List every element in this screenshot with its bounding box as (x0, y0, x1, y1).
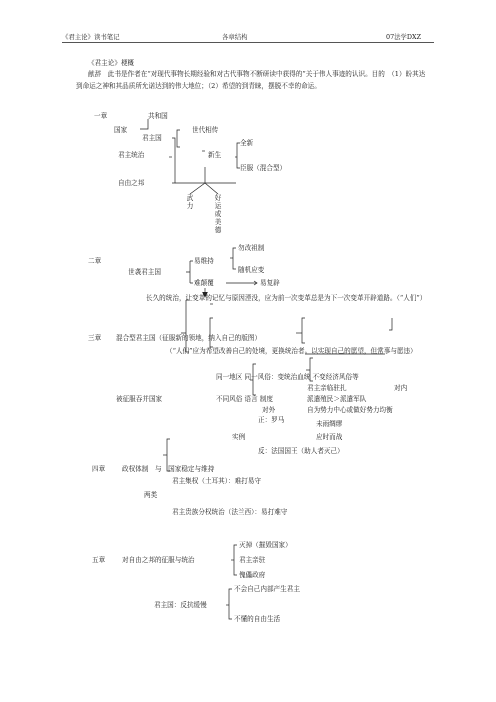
ch3-forethought: 未雨绸缪 (316, 420, 343, 428)
ch1-monarchy: 君主国 (142, 134, 162, 142)
ch1-republic: 共和国 (148, 112, 168, 120)
ch2-label: 二章 (88, 257, 102, 265)
ch3-label: 三章 (88, 334, 102, 342)
ch3-internal: 对内 (394, 384, 408, 392)
ch4-two-types: 两类 (144, 491, 158, 499)
ch1-label: 一章 (94, 112, 108, 120)
ch5-reside: 君主亲驻 (239, 556, 266, 564)
ch3-colonies: 派遣殖民＞派遣军队 (307, 395, 367, 403)
ch2-adapt: 随机应变 (238, 266, 265, 274)
ch2-note: 长久的统治，让变革的记忆与原因湮没，应为前一次变革总是为下一次变革开辟道路。（“人们”） (146, 294, 427, 302)
ch3-external: 对外 (262, 406, 276, 414)
summary-title: 《君主论》梗概 (88, 59, 135, 67)
ch3-monarch-reside: 君主亲临驻扎 (307, 384, 347, 392)
header-right: 07法学DXZ (386, 33, 422, 41)
ch3-same-region: 同一地区 同一风俗：变统治血统 不变经济风俗等 (216, 373, 359, 381)
ch5-label: 五章 (92, 556, 106, 564)
ch1-fortune-virtue: 好运或美德 (214, 194, 222, 234)
ch1-all-new: 全新 (240, 139, 254, 147)
ch4-label: 四章 (92, 465, 106, 473)
ch1-new-born: 新生 (208, 151, 222, 159)
ch3-different-customs: 不同风俗 语言 制度 (216, 395, 273, 403)
ch3-examples: 实例 (232, 433, 246, 441)
ch2-hereditary-monarchy: 世袭君主国 (128, 268, 161, 276)
ch3-title: 混合型君主国（征服新的领地，纳入自己的版图） (116, 334, 262, 342)
ch5-destroy: 灭掉（摧毁国家） (239, 541, 292, 549)
ch5-unaware-freedom: 不懂的自由生活 (234, 615, 281, 623)
ch4-title: 政权体制 与 国家稳定与维持 (122, 465, 215, 473)
ch2-no-change: 勿改祖制 (238, 244, 265, 252)
ch5-title: 对自由之邦的征服与统治 (122, 556, 195, 564)
ch4-divided: 君主贵族分权统治（法兰西）：易打难守 (172, 508, 288, 516)
dedication-paragraph: 献辞 此书是作者在“对现代事物长期经验和对古代事物不断研读中获得的”关于伟人事迹的认识。目的 （1）盼其达到命运之神和其品质所允诺达到的伟大地位；（2）希望的到青睐，摆脱不幸的命运。 (76, 70, 426, 90)
ch1-free-state: 自由之邦 (118, 179, 145, 187)
ch3-note: （“人们”应为希望改善自己的处境，更换统治者。以实现自己的愿望，但常事与愿违） (166, 347, 417, 355)
ch3-france: 反：法国国王（助人者灭己） (258, 447, 344, 455)
ch5-slow-resistance: 君主国：反抗缓慢 (154, 601, 207, 609)
ch4-centralized: 君主集权（土耳其）：难打易守 (172, 477, 262, 485)
ch1-force: 武力 (186, 194, 194, 210)
ch5-puppet: 傀儡政府 (239, 571, 266, 579)
ch5-no-internal-monarch: 不会自己内部产生君主 (234, 585, 300, 593)
ch2-easy-maintain: 易维持 (194, 257, 214, 265)
header-center: 各章结构 (222, 33, 248, 41)
ch2-hard-overthrow: 难颠覆 (194, 279, 214, 287)
ch3-balance: 自为势力中心或做好势力均衡 (307, 406, 393, 414)
ch3-conquered: 被征服吞并国家 (116, 395, 163, 403)
ch3-rome: 正：罗马 (258, 416, 285, 424)
ch1-hereditary: 世代相传 (192, 126, 219, 134)
ch1-state: 国家 (114, 126, 128, 134)
ch3-timely-war: 应时而战 (316, 433, 343, 441)
ch2-easy-restore: 易复辟 (260, 279, 280, 287)
ch1-monarch-rule: 君主统治 (118, 151, 145, 159)
header-left: 《君主论》读书笔记 (62, 33, 120, 41)
ch1-subject-mixed: 臣服（混合型） (240, 164, 287, 172)
